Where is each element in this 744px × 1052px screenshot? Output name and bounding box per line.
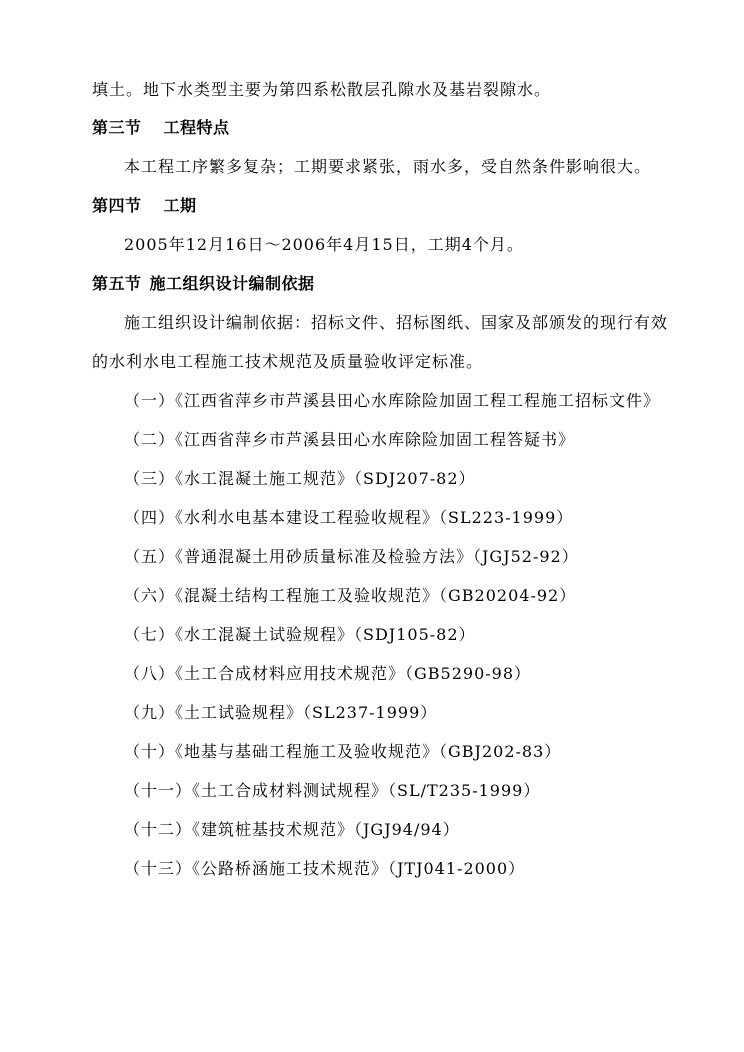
- reference-item: （六）《混凝土结构工程施工及验收规范》（GB20204-92）: [124, 586, 577, 605]
- reference-item: （七）《水工混凝土试验规程》（SDJ105-82）: [124, 625, 476, 644]
- reference-item: （五）《普通混凝土用砂质量标准及检验方法》（JGJ52-92）: [124, 547, 579, 566]
- section5-title: 施工组织设计编制依据: [149, 274, 315, 293]
- reference-item: （一）《江西省萍乡市芦溪县田心水库除险加固工程工程施工招标文件》: [124, 391, 661, 410]
- reference-item: （九）《土工试验规程》（SL237-1999）: [124, 703, 438, 722]
- section5-number: 第五节: [92, 274, 142, 293]
- reference-item: （二）《江西省萍乡市芦溪县田心水库除险加固工程答疑书》: [124, 430, 576, 449]
- reference-item: （十）《地基与基础工程施工及验收规范》（GBJ202-83）: [124, 742, 562, 761]
- section5-body-line1: 施工组织设计编制依据：招标文件、招标图纸、国家及部颁发的现行有效: [124, 313, 669, 332]
- reference-item: （十三）《公路桥涵施工技术规范》（JTJ041-2000）: [124, 859, 526, 878]
- reference-item: （三）《水工混凝土施工规范》（SDJ207-82）: [124, 469, 476, 488]
- section3-body: 本工程工序繁多复杂；工期要求紧张，雨水多，受自然条件影响很大。: [124, 157, 652, 176]
- reference-item: （八）《土工合成材料应用技术规范》（GB5290-98）: [124, 664, 532, 683]
- section3-title: 工程特点: [163, 118, 230, 137]
- section5-heading: [92, 274, 315, 294]
- section4-title: 工期: [163, 196, 197, 215]
- reference-item: （四）《水利水电基本建设工程验收规程》（SL223-1999）: [124, 508, 574, 527]
- reference-item: （十二）《建筑桩基技术规范》（JGJ94/94）: [124, 820, 460, 839]
- section4-number: 第四节: [92, 196, 142, 215]
- section3-heading: [92, 118, 230, 138]
- section5-body-line2: 的水利水电工程施工技术规范及质量验收评定标准。: [92, 352, 484, 371]
- section4-body: 2005年12月16日～2006年4月15日，工期4个月。: [124, 235, 524, 254]
- section3-number: 第三节: [92, 118, 142, 137]
- intro-line: 填土。地下水类型主要为第四系松散层孔隙水及基岩裂隙水。: [92, 80, 552, 99]
- reference-item: （十一）《土工合成材料测试规程》（SL/T235-1999）: [124, 781, 541, 800]
- section4-heading: [92, 196, 197, 216]
